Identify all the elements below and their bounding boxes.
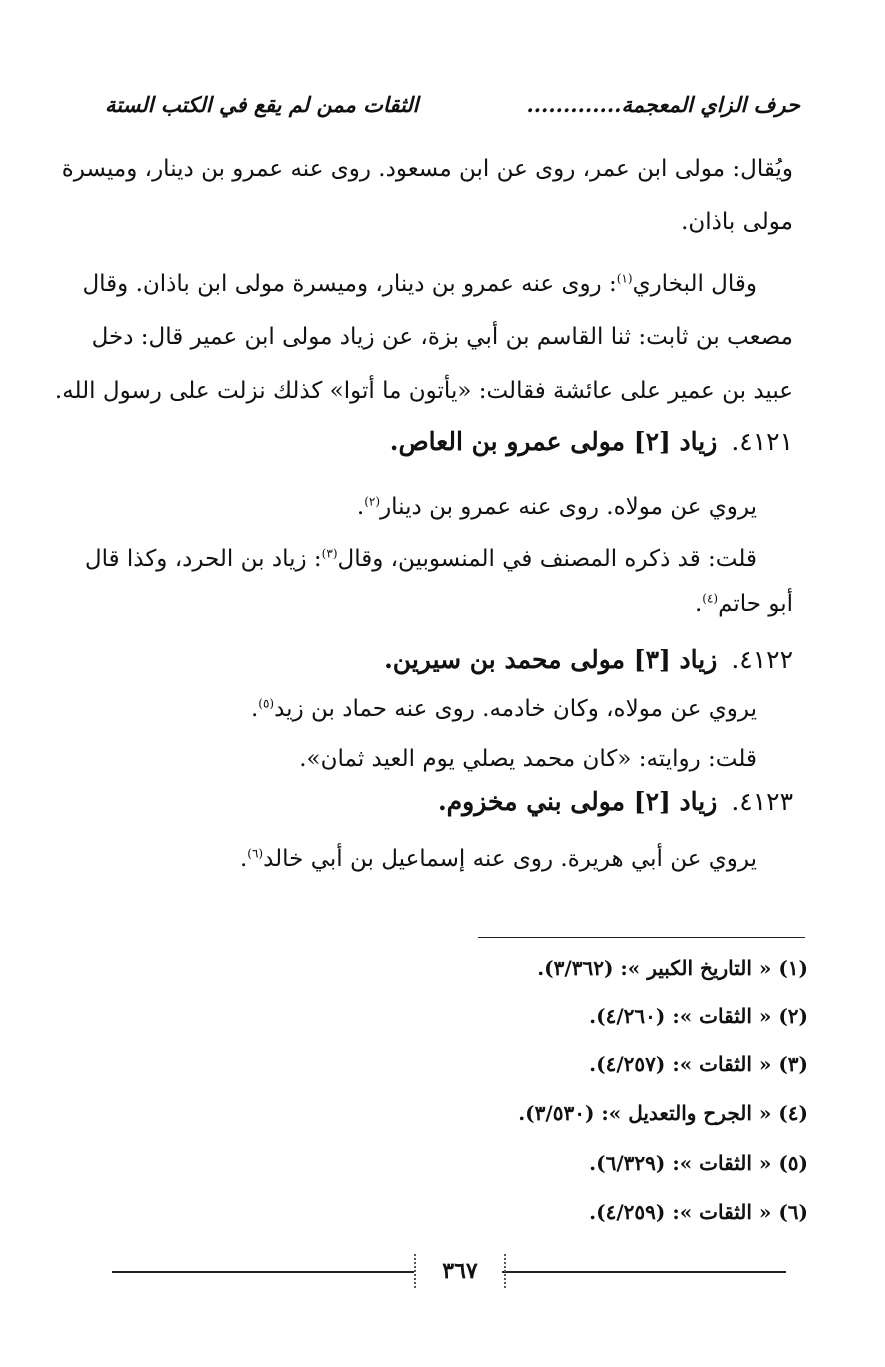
entry-heading: [438, 782, 793, 822]
text-run: .: [239, 846, 248, 872]
entry-title: زياد [٢] مولى بني مخزوم.: [437, 787, 718, 816]
footnote-separator: [478, 937, 805, 938]
entry-number: ٤١٢٣.: [731, 787, 793, 816]
footnote-ref[interactable]: (٣): [321, 546, 338, 561]
footnote: (١) « التاريخ الكبير »: (٣/٣٦٢).: [537, 956, 808, 980]
text-run: يروي عن أبي هريرة. روى عنه إسماعيل بن أبي خالد: [263, 846, 757, 872]
footnote-ref[interactable]: (٤): [702, 591, 719, 606]
paragraph-line: مصعب بن ثابت: ثنا القاسم بن أبي بزة، عن زياد مولى ابن عمير قال: دخل: [91, 324, 793, 350]
entry-title: زياد [٢] مولى عمرو بن العاص.: [389, 427, 718, 456]
text-run: قلت: قد ذكره المصنف في المنسوبين، وقال: [337, 546, 757, 572]
entry-number: ٤١٢١.: [731, 427, 793, 456]
entry-heading: [384, 640, 793, 680]
text-run: وقال البخاري: [632, 271, 757, 297]
entry-number: ٤١٢٢.: [731, 645, 793, 674]
footnote-ref[interactable]: (١): [616, 271, 633, 286]
footnote-ref[interactable]: (٦): [247, 846, 264, 861]
footer-rule-left: [112, 1271, 414, 1273]
text-run: يروي عن مولاه، وكان خادمه. روى عنه حماد بن زيد: [274, 696, 757, 722]
header-chapter-title: حرف الزاي المعجمة.............: [526, 92, 800, 117]
text-run: .: [250, 696, 259, 722]
footnote-ref[interactable]: (٥): [258, 696, 275, 711]
paragraph-line: مولى باذان.: [681, 209, 793, 235]
paragraph-line: [82, 265, 757, 303]
paragraph-line: [105, 840, 757, 878]
paragraph-line: [105, 585, 793, 623]
paragraph-line: [105, 690, 757, 728]
footnote: (٣) « الثقات »: (٤/٢٥٧).: [589, 1052, 808, 1076]
text-run: أبو حاتم: [718, 591, 793, 617]
entry-heading: [390, 422, 793, 462]
footer-rule-right: [502, 1271, 786, 1273]
footnote: (٤) « الجرح والتعديل »: (٣/٥٣٠).: [518, 1101, 808, 1125]
page-number: ٣٦٧: [414, 1254, 506, 1288]
paragraph-line: [105, 488, 757, 526]
footnote: (٢) « الثقات »: (٤/٢٦٠).: [589, 1004, 808, 1028]
paragraph-line: [84, 540, 757, 578]
footnote-ref[interactable]: (٢): [364, 494, 381, 509]
footnote: (٦) « الثقات »: (٤/٢٥٩).: [589, 1200, 808, 1224]
header-book-title: الثقات ممن لم يقع في الكتب الستة: [105, 92, 419, 117]
text-run: .: [694, 591, 703, 617]
text-run: : روى عنه عمرو بن دينار، وميسرة مولى ابن باذان. وقال: [82, 271, 617, 297]
paragraph-line: ويُقال: مولى ابن عمر، روى عن ابن مسعود. روى عنه عمرو بن دينار، وميسرة: [61, 156, 793, 182]
text-run: يروي عن مولاه. روى عنه عمرو بن دينار: [380, 494, 757, 520]
text-run: : زياد بن الحرد، وكذا قال: [84, 546, 322, 572]
text-run: .: [356, 494, 365, 520]
paragraph-line: قلت: روايته: «كان محمد يصلي يوم العيد ثمان».: [299, 746, 757, 772]
entry-title: زياد [٣] مولى محمد بن سيرين.: [384, 645, 718, 674]
paragraph-line: عبيد بن عمير على عائشة فقالت: «يأتون ما أتوا» كذلك نزلت على رسول الله.: [54, 378, 793, 404]
running-header: [105, 92, 800, 128]
footnote: (٥) « الثقات »: (٦/٣٢٩).: [589, 1151, 808, 1175]
